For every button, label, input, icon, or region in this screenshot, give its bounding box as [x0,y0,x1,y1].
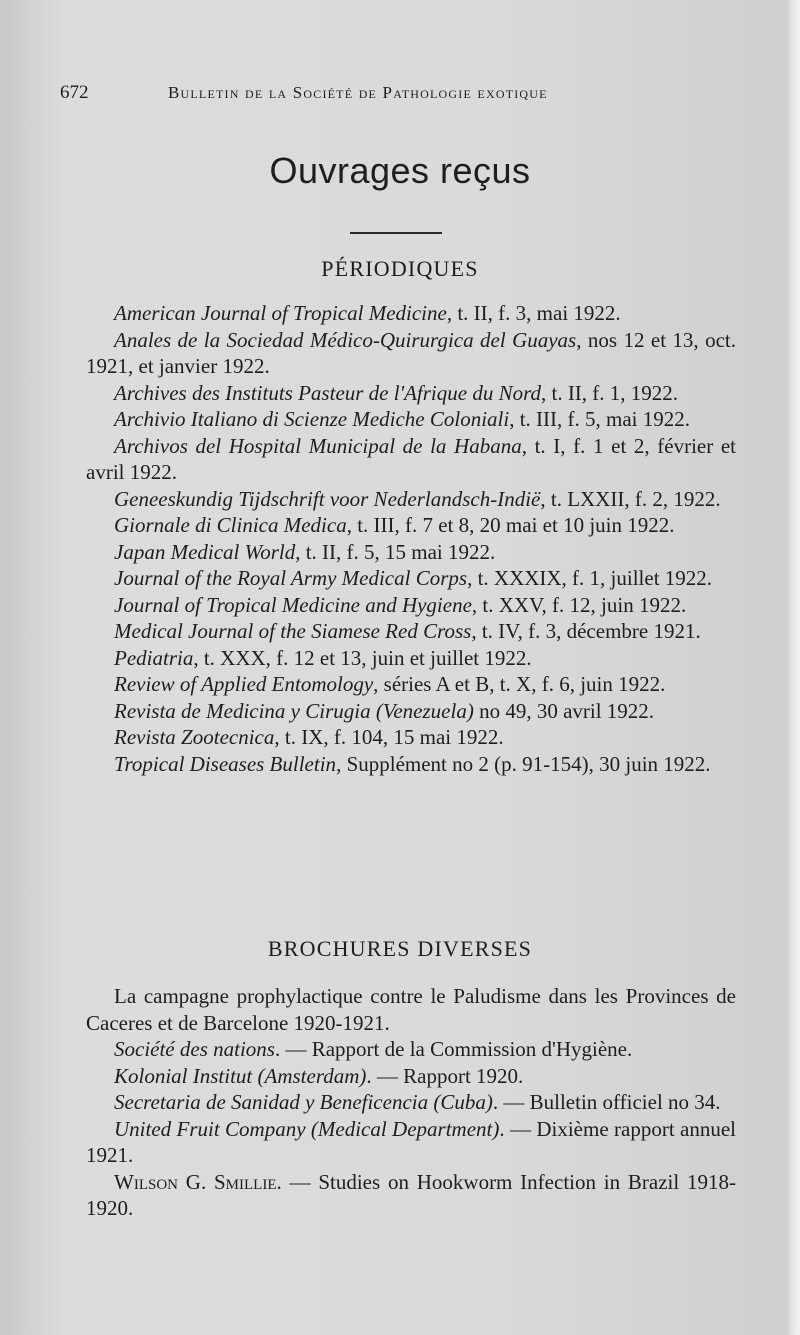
entry [86,433,736,486]
entry [86,1036,736,1063]
title-rule [350,232,442,234]
entry-details: , t. II, f. 3, mai 1922. [446,301,621,325]
entry-title: Medical Journal of the Siamese Red Cross [114,619,472,643]
entry-details: . — Rapport 1920. [366,1063,524,1088]
entry-title: American Journal of Tropical Medicine [114,301,447,325]
entry-title: Anales de la Sociedad Médico-Quirurgica del Guayas [114,327,577,352]
entry-title: Journal of the Royal Army Medical Corps [114,566,468,590]
entry-title: Giornale di Clinica Medica [114,513,347,537]
entry [86,486,736,513]
entry-title: Revista Zootecnica [114,725,275,749]
entry-details: , t. XXX, f. 12 et 13, juin et juillet 1922. [193,645,532,670]
entry [86,539,736,566]
entry [86,512,736,539]
periodicals-heading: PÉRIODIQUES [321,256,479,281]
entry-title: Japan Medical World [114,539,296,564]
entry [86,406,736,433]
entry-title: Journal of Tropical Medicine and Hygiene [114,592,472,617]
brochures-heading: BROCHURES DIVERSES [267,936,533,961]
entry-title: Secretaria de Sanidad y Beneficencia (Cuba) [114,1090,493,1114]
entry-details: , t. IX, f. 104, 15 mai 1922. [274,725,504,749]
entry-title: Revista de Medicina y Cirugia (Venezuela) [114,698,474,723]
entry-title: Pediatria [114,645,194,670]
entry [86,1063,736,1090]
entry [86,698,736,725]
entry-title: Société des nations [114,1037,275,1061]
entry-details: , t. XXXIX, f. 1, juillet 1922. [467,566,713,590]
entry-details: , t. IV, f. 3, décembre 1921. [471,619,701,643]
entry [86,300,736,327]
page-title: Ouvrages reçus [269,150,531,191]
entry [86,1169,736,1222]
entry-details: , t. III, f. 7 et 8, 20 mai et 10 juin 1922. [346,513,675,537]
entry [86,1089,736,1116]
entry-details: . — Bulletin officiel no 34. [492,1090,721,1114]
entry-details: , t. LXXII, f. 2, 1922. [540,486,721,511]
entry-title: Geneeskundig Tijdschrift voor Nederlandsch-Indië [114,486,541,511]
page-header [60,82,760,108]
entry-title: United Fruit Company (Medical Department) [114,1116,500,1141]
entry [86,327,736,380]
entry [86,565,736,592]
page-number: 672 [60,82,89,103]
entry-details: , t. I, f. 1 et 2, février et avril 1922. [86,433,736,484]
entry-details: , Supplément no 2 (p. 91-154), 30 juin 1922. [336,751,711,776]
brochures-list [86,983,736,1222]
entry [86,618,736,645]
entry-details: , séries A et B, t. X, f. 6, juin 1922. [373,672,666,696]
entry [86,724,736,751]
entry [86,751,736,778]
entry-details: , t. II, f. 5, 15 mai 1922. [295,539,496,564]
entry-details: . — Studies on Hookworm Infection in Brazil 1918-1920. [86,1169,736,1220]
entry-details: no 49, 30 avril 1922. [473,698,655,723]
entry [86,671,736,698]
entry [86,592,736,619]
periodicals-list [86,300,736,777]
entry-title: Review of Applied Entomology [114,672,374,696]
entry-title: Archivio Italiano di Scienze Mediche Coloniali [114,407,510,431]
entry-title: Archives des Instituts Pasteur de l'Afrique du Nord [114,380,541,405]
entry-details: , t. III, f. 5, mai 1922. [509,407,691,431]
entry-details: , nos 12 et 13, oct. 1921, et janvier 1922. [86,327,736,378]
entry-title: Tropical Diseases Bulletin [114,751,337,776]
entry-details: La campagne prophylactique contre le Paludisme dans les Provinces de Caceres et de Barcelone 1920-1921. [86,984,736,1035]
entry [86,983,736,1036]
entry-details: . — Dixième rapport annuel 1921. [86,1116,736,1167]
entry-title: Archivos del Hospital Municipal de la Habana [114,433,522,458]
entry [86,380,736,407]
entry-details: , t. XXV, f. 12, juin 1922. [471,592,687,617]
entry-details: , t. II, f. 1, 1922. [540,380,679,405]
entry [86,1116,736,1169]
entry [86,645,736,672]
entry-author: Wilson G. Smillie [114,1169,277,1194]
entry-title: Kolonial Institut (Amsterdam) [114,1063,367,1088]
entry-details: . — Rapport de la Commission d'Hygiène. [274,1037,633,1061]
running-head: Bulletin de la Société de Pathologie exotique [168,83,548,102]
